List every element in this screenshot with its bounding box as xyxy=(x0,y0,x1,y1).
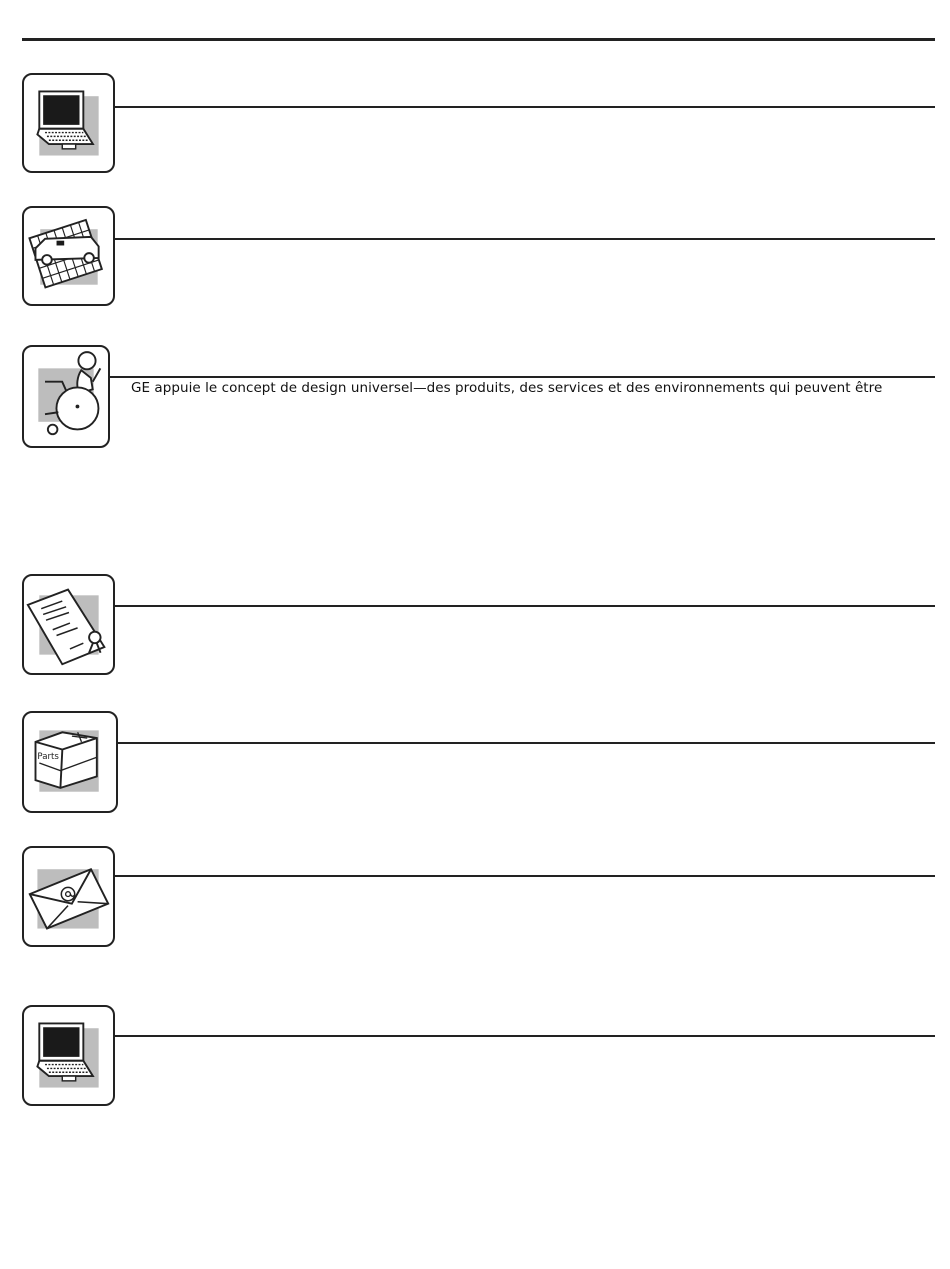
parts-box-icon xyxy=(22,711,118,813)
email-envelope-icon xyxy=(22,846,115,947)
certificate-icon xyxy=(22,574,115,675)
wheelchair-icon xyxy=(22,345,110,448)
top-rule xyxy=(22,38,935,41)
service-van-calendar-icon xyxy=(22,206,115,306)
section-rule xyxy=(115,106,935,108)
section-rule xyxy=(115,1035,935,1037)
parts-box-label: Parts xyxy=(37,752,59,763)
section-rule xyxy=(115,875,935,877)
laptop-icon xyxy=(22,73,115,173)
section-rule xyxy=(118,742,935,744)
section-rule xyxy=(115,605,935,607)
laptop-icon xyxy=(22,1005,115,1106)
section-rule xyxy=(115,238,935,240)
section-text: GE appuie le concept de design universel—des produits, des services et des environnements qui peuvent être xyxy=(131,380,883,396)
section-rule xyxy=(110,376,935,378)
